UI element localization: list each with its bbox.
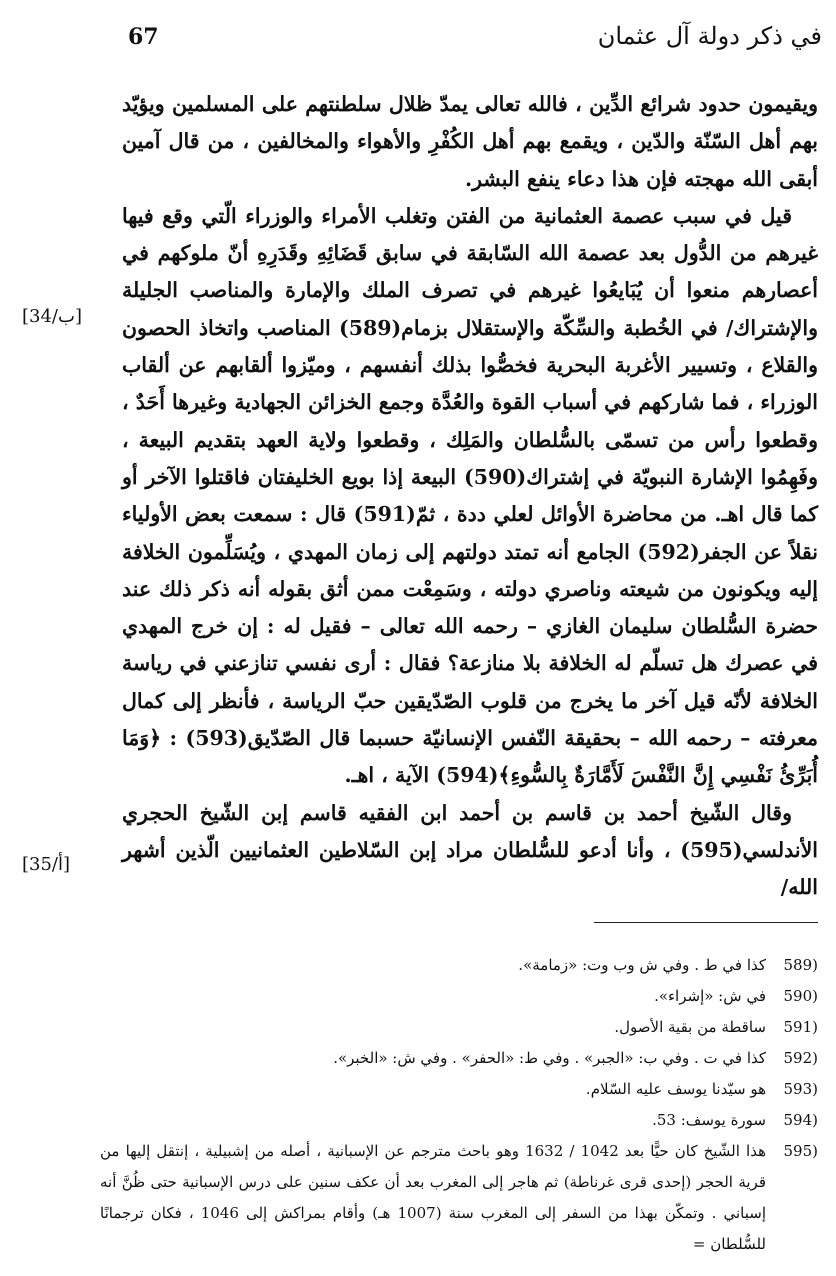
footnote-text: كذا في ت . وفي ب: «الجبر» . وفي ط: «الحفر» . وفي ش: «الخبر». — [333, 1049, 766, 1067]
footnote-number: 591) — [783, 1018, 818, 1036]
folio-marker: [34/ب] — [22, 306, 82, 327]
paragraph: وقال الشّيخ أحمد بن قاسم بن أحمد ابن الفقيه قاسم إبن الشّيخ الحجري الأندلسي(595) ، وأنا أدعو للسُّلطان مراد إبن السّلاطين العثمانيين الّذين أشهر الله/ — [122, 800, 818, 900]
paragraph: ويقيمون حدود شرائع الدِّين ، فالله تعالى يمدّ ظلال سلطنتهم على المسلمين ويؤيّد بهم أهل السّنّة والدّين ، ويقمع بهم أهل الكُفْرِ والأهواء والمخالفين ، من قال آمين أبقى الله مهجته فإن هذا دعاء ينفع البشر. — [122, 92, 818, 191]
folio-marker: [35/أ] — [22, 854, 71, 875]
footnote-text: هذا الشّيخ كان حيًّا بعد 1042 / 1632 وهو باحث مترجم عن الإسبانية ، أصله من إشبيلية ، إنتقل إليها من قرية الحجر (إحدى قرى غرناطة) ثم هاجر إلى المغرب بعد أن عكف سنين على درس الإسبانية حتى ظُنَّ أنه إسباني . وتمكّن بهذا من السفر إلى المغرب سنة (1007 هـ) وأقام بمراكش إلى 1046 ، فكان ترجمانًا للسُّلطان = — [100, 1142, 766, 1253]
footnote-number: 592) — [783, 1049, 818, 1067]
footnote-number: 589) — [783, 956, 818, 974]
footnote-number: 590) — [783, 987, 818, 1005]
footnote — [100, 981, 818, 1012]
footnote-number: 594) — [783, 1111, 818, 1129]
page-number: 67 — [128, 24, 159, 50]
footnote-text: كذا في ط . وفي ش وب وت: «زمامة». — [518, 956, 766, 974]
footnote — [100, 1136, 818, 1260]
footnotes — [100, 950, 818, 1260]
main-text — [122, 86, 818, 907]
footnote-text: ساقطة من بقية الأصول. — [614, 1018, 766, 1036]
footnote-divider — [594, 922, 818, 923]
footnote-number: 593) — [783, 1080, 818, 1098]
footnote-number: 595) — [783, 1142, 818, 1160]
footnote — [100, 950, 818, 981]
footnote-text: هو سيّدنا يوسف عليه السّلام. — [585, 1080, 766, 1098]
paragraph: قيل في سبب عصمة العثمانية من الفتن وتغلب الأمراء والوزراء الّتي وقع فيها غيرهم من الدُّول بعد عصمة الله السّابقة في سابق قَضَائِهِ وقَدَرِهِ أنّ ملوكهم في أعصارهم منعوا أن يُبَايعُوا غيرهم في تصرف الملك والإمارة والمناصب الجليلة والإشتراك/ في الخُطبة والسِّكّة والإستقلال بزمام(589) المناصب واتخاذ الحصون والقلاع ، وتسيير الأغربة البحرية فخصُّوا بذلك أنفسهم ، وميّزوا ألقابهم عن ألقاب الوزراء ، فما شاركهم في أسباب القوة والعُدَّة وجمع الخزائن الجهادية وغيرها أَحَدٌ ، وقطعوا رأس من تسمّى بالسُّلطان والمَلِك ، وقطعوا ولاية العهد بتقديم البيعة ، وفَهِمُوا الإشارة النبويّة في إشتراك(590) البيعة إذا بويع الخليفتان فاقتلوا الآخر أو كما قال اهـ. من محاضرة الأوائل لعلي ددة ، ثمّ(591) قال : سمعت بعض الأولياء نقلاً عن الجفر(592) الجامع أنه تمتد دولتهم إلى زمان المهدي ، ويُسَلِّمون الخلافة إليه ويكونون من شيعته وناصري دولته ، وسَمِعْت ممن أثق بقوله أنه ذكر ذلك عند حضرة السُّلطان سليمان الغازي – رحمه الله تعالى – فقيل له : إن خرج المهدي في عصرك هل تسلّم له الخلافة بلا منازعة؟ فقال : أرى نفسي تنازعني في رياسة الخلافة لأنّه قيل آخر ما يخرج من قلوب الصّدّيقين حبّ الرياسة ، فأنظر إلى كمال معرفته – رحمه الله – بحقيقة النّفس الإنسانيّة حسبما قال الصّدّيق(593) : ﴿وَمَا أُبَرِّئُ نَفْسِي إِنَّ النَّفْسَ لَأَمَّارَةٌ بِالسُّوءِ﴾(594) الآية ، اهـ. — [122, 203, 819, 788]
footnote-text: في ش: «إشراء». — [654, 987, 766, 1005]
footnote — [100, 1012, 818, 1043]
footnote — [100, 1074, 818, 1105]
running-title: في ذكر دولة آل عثمان — [597, 22, 822, 50]
footnote — [100, 1105, 818, 1136]
footnote — [100, 1043, 818, 1074]
footnote-text: سورة يوسف: 53. — [652, 1111, 766, 1129]
